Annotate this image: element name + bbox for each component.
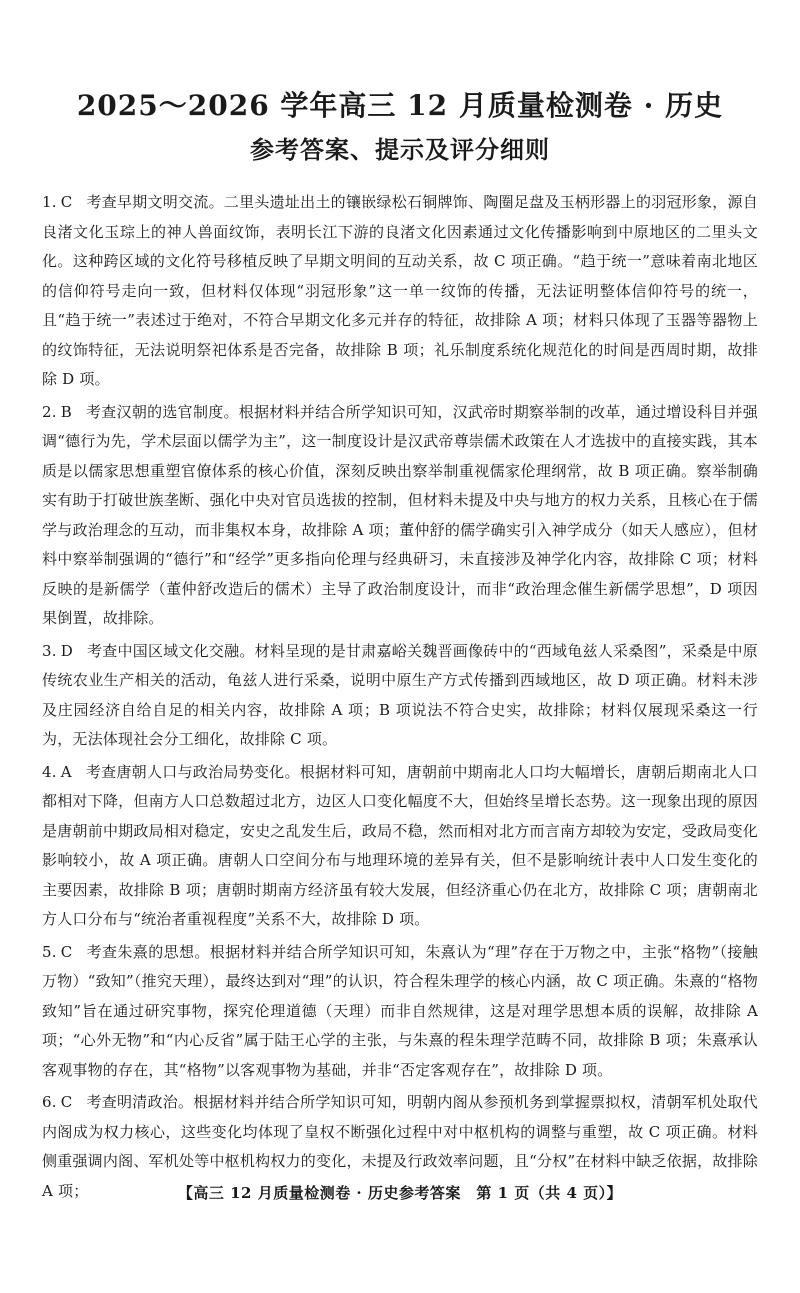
item-number: 5. [42,942,57,961]
item-explanation: 考查唐朝人口与政治局势变化。根据材料可知，唐朝前中期南北人口均大幅增长，唐朝后期南北人口都相对下降，但南方人口总数超过北方，边区人口变化幅度不大，但始终呈增长态势。这一现象出现的原因是唐朝前中期政局相对稳定，安史之乱发生后，政局不稳，然而相对北方而言南方却较为安定，受政局变化影响较小，故 A 项正确。唐朝人口空间分布与地理环境的差异有关，但不是影响统计表中人口发生变化的主要因素，故排除 B 项；唐朝时期南方经济虽有较大发展，但经济重心仍在北方，故排除 C 项；唐朝南北方人口分布与“统治者重视程度”关系不大，故排除 D 项。 [42,762,758,928]
page-footer: 【高三 12 月质量检测卷 · 历史参考答案 第 1 页（共 4 页）】 [177,1184,623,1202]
item-number: 6. [42,1093,57,1111]
answer-item-4 [42,758,758,935]
item-number: 4. [42,762,57,781]
item-number: 1. [42,193,57,211]
answer-item-1 [42,188,758,395]
item-explanation: 考查朱熹的思想。根据材料并结合所学知识可知，朱熹认为“理”存在于万物之中，主张“格物”（接触万物）“致知”（推究天理），最终达到对“理”的认识，符合程朱理学的核心内涵，故 C 项正确。朱熹的“格物致知”旨在通过研究事物，探究伦理道德（天理）而非自然规律，这是对理学思想本质的误解，故排除 A 项；“心外无物”和“内心反省”属于陆王心学的主张，与朱熹的程朱理学范畴不同，故排除 B 项；朱熹承认客观事物的存在，其“格物”以客观事物为基础，并非“否定客观存在”，故排除 D 项。 [42,942,758,1079]
item-explanation: 考查汉朝的选官制度。根据材料并结合所学知识可知，汉武帝时期察举制的改革，通过增设科目并强调“德行为先，学术层面以儒学为主”，这一制度设计是汉武帝尊崇儒术政策在人才选拔中的直接实践，其本质是以儒家思想重塑官僚体系的核心价值，深刻反映出察举制重视儒家伦理纲常，故 B 项正确。察举制确实有助于打破世族垄断、强化中央对官员选拔的控制，但材料未提及中央与地方的权力关系，且核心在于儒学与政治理念的互动，而非集权本身，故排除 A 项；董仲舒的儒学确实引入神学成分（如天人感应），但材料中察举制强调的“德行”和“经学”更多指向伦理与经典研习，未直接涉及神学化内容，故排除 C 项；材料反映的是新儒学（董仲舒改造后的儒术）主导了政治制度设计，而非“政治理念催生新儒学思想”，D 项因果倒置，故排除。 [42,402,758,627]
item-answer: C [60,942,73,961]
item-explanation: 考查早期文明交流。二里头遗址出土的镶嵌绿松石铜牌饰、陶圈足盘及玉柄形器上的羽冠形象，源自良渚文化玉琮上的神人兽面纹饰，表明长江下游的良渚文化因素通过文化传播影响到中原地区的二里头文化。这种跨区域的文化符号移植反映了早期文明间的互动关系，故 C 项正确。“趋于统一”意味着南北地区的信仰符号走向一致，但材料仅体现“羽冠形象”这一单一纹饰的传播，无法证明整体信仰符号的统一，且“趋于统一”表述过于绝对，不符合早期文化多元并存的特征，故排除 A 项；材料只体现了玉器等器物上的纹饰特征，无法说明祭祀体系是否完备，故排除 B 项；礼乐制度系统化规范化的时间是西周时期，故排除 D 项。 [42,193,758,388]
answer-item-2 [42,398,758,634]
item-answer: D [60,641,73,660]
document-subtitle: 参考答案、提示及评分细则 [250,135,550,164]
document-title: 2025～2026 学年高三 12 月质量检测卷 · 历史 [76,89,724,122]
answer-list [42,188,758,1206]
item-answer: C [60,193,73,211]
item-explanation: 考查明清政治。根据材料并结合所学知识可知，明朝内阁从参预机务到掌握票拟权，清朝军机处取代内阁成为权力核心，这些变化均体现了皇权不断强化过程中对中枢机构的调整与重塑，故 C 项正确。材料侧重强调内阁、军机处等中枢机构权力的变化，未提及行政效率问题，且“分权”在材料中缺乏依据，故排除 A 项； [42,1093,758,1200]
item-answer: B [60,402,72,421]
item-answer: A [60,762,72,781]
item-answer: C [60,1093,73,1111]
answer-item-5 [42,938,758,1086]
item-number: 3. [42,641,57,660]
item-explanation: 考查中国区域文化交融。材料呈现的是甘肃嘉峪关魏晋画像砖中的“西域龟兹人采桑图”，采桑是中原传统农业生产相关的活动，龟兹人进行采桑，说明中原生产方式传播到西域地区，故 D 项正确。材料未涉及庄园经济自给自足的相关内容，故排除 A 项；B 项说法不符合史实，故排除；材料仅展现采桑这一行为，无法体现社会分工细化，故排除 C 项。 [42,641,758,748]
item-number: 2. [42,402,57,421]
answer-item-3 [42,637,758,755]
